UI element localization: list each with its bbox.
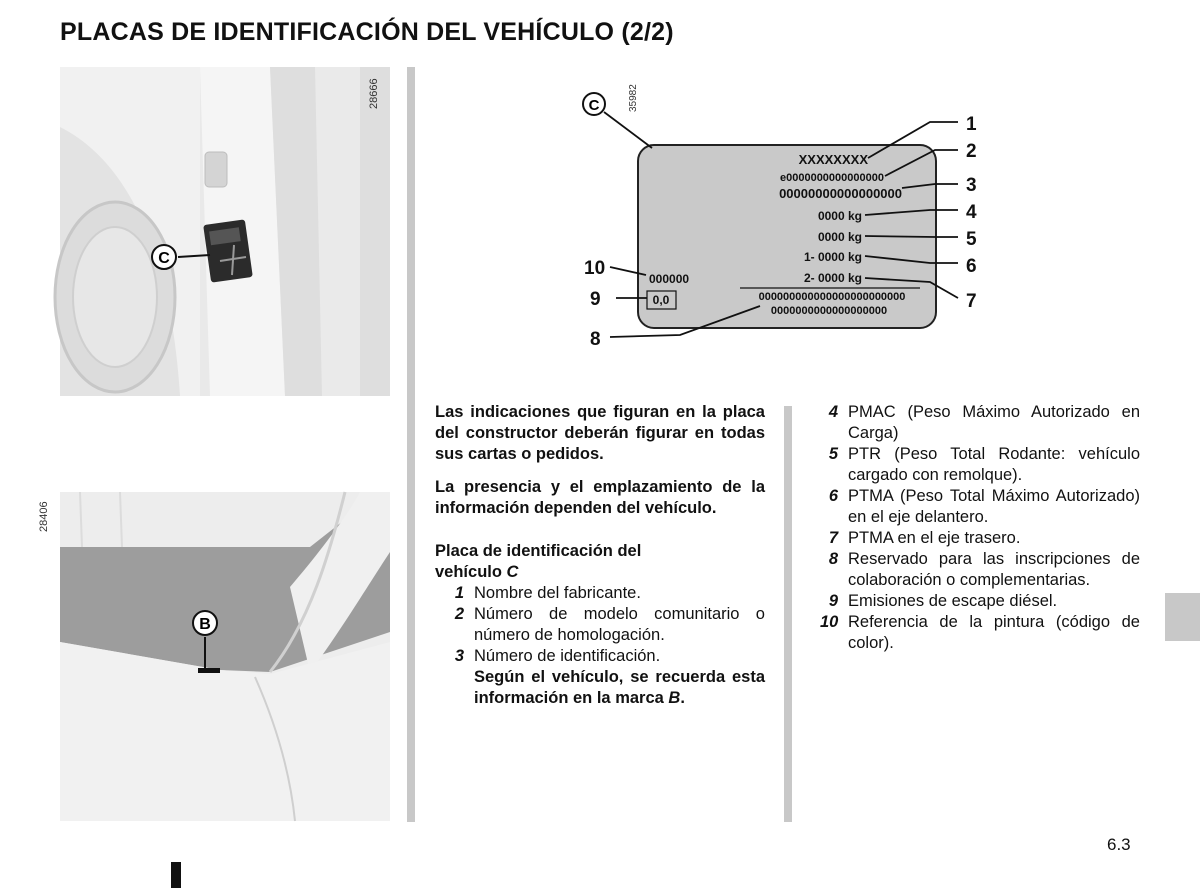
plate-line-4: 0000 kg bbox=[817, 209, 862, 223]
callout-6: 6 bbox=[966, 256, 977, 277]
crop-mark bbox=[171, 862, 181, 888]
column-divider-left bbox=[407, 67, 415, 822]
plate-line-2: e0000000000000000 bbox=[779, 172, 884, 184]
list-item: 8 Reservado para las inscripciones de colaboración o complementarias. bbox=[828, 550, 1140, 589]
page-title: PLACAS DE IDENTIFICACIÓN DEL VEHÍCULO (2/2) bbox=[60, 18, 674, 46]
photo-top-marker: C bbox=[158, 250, 170, 267]
plate-line-6: 1- 0000 kg bbox=[803, 250, 862, 264]
plate-line-8a: 000000000000000000000000 bbox=[758, 291, 906, 303]
text-column-middle bbox=[435, 402, 765, 709]
callout-5: 5 bbox=[966, 229, 977, 250]
callout-2: 2 bbox=[966, 141, 977, 162]
photo-bottom-marker: B bbox=[199, 616, 211, 633]
plate-line-8b: 0000000000000000000 bbox=[770, 305, 888, 317]
photo-windscreen-base bbox=[38, 492, 390, 821]
photo-top-ref: 28666 bbox=[368, 78, 380, 109]
plate-line-1: XXXXXXXX bbox=[798, 152, 868, 167]
plate-line-3: 00000000000000000 bbox=[779, 186, 902, 201]
text-column-right bbox=[820, 402, 1140, 654]
paragraph-order-info: Las indicaciones que figuran en la placa del constructor deberán figurar en todas sus cartas o pedidos. bbox=[435, 403, 765, 463]
plate-c-heading: Placa de identificación del vehículo C bbox=[435, 542, 642, 581]
callout-9: 9 bbox=[590, 289, 601, 310]
column-divider-middle bbox=[784, 406, 792, 822]
list-item: 3 Número de identificación. Según el vehículo, se recuerda esta información en la marca B. bbox=[454, 647, 765, 707]
list-item: 1 Nombre del fabricante. bbox=[454, 584, 641, 602]
callout-8: 8 bbox=[590, 329, 601, 350]
callout-7: 7 bbox=[966, 291, 977, 312]
photo-bottom-ref: 28406 bbox=[38, 501, 50, 532]
list-item: 9 Emisiones de escape diésel. bbox=[828, 592, 1058, 610]
callout-1: 1 bbox=[966, 114, 977, 135]
list-item: 7 PTMA en el eje trasero. bbox=[828, 529, 1021, 547]
paragraph-info-presence: La presencia y el emplazamiento de la información dependen del vehículo. bbox=[435, 478, 765, 517]
chapter-tab bbox=[1165, 593, 1200, 641]
list-item: 10 Referencia de la pintura (código de color). bbox=[820, 613, 1140, 652]
list-item: 2 Número de modelo comunitario o número de homologación. bbox=[454, 605, 765, 644]
plate-diagram bbox=[580, 70, 1000, 365]
plate-ref: 35982 bbox=[628, 84, 639, 112]
plate-line-7: 2- 0000 kg bbox=[803, 271, 862, 285]
callout-3: 3 bbox=[966, 175, 977, 196]
plate-line-10: 000000 bbox=[649, 272, 690, 286]
callout-4: 4 bbox=[966, 202, 977, 223]
plate-marker: C bbox=[588, 97, 600, 114]
photo-door-pillar bbox=[60, 67, 390, 396]
plate-line-9: 0,0 bbox=[652, 293, 670, 307]
plate-line-5: 0000 kg bbox=[817, 230, 862, 244]
list-item: 5 PTR (Peso Total Rodante: vehículo cargado con remolque). bbox=[828, 445, 1140, 484]
page-number: 6.3 bbox=[1107, 835, 1131, 854]
marker-b-note: Según el vehículo, se recuerda esta información en la marca B. bbox=[474, 668, 765, 707]
list-item: 6 PTMA (Peso Total Máximo Autorizado) en el eje delantero. bbox=[828, 487, 1140, 526]
callout-10: 10 bbox=[584, 258, 606, 279]
list-item: 4 PMAC (Peso Máximo Autorizado en Carga) bbox=[828, 403, 1140, 442]
